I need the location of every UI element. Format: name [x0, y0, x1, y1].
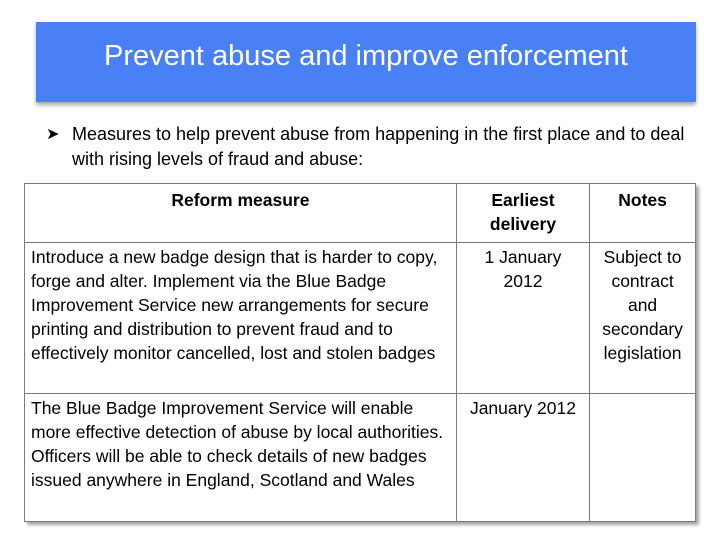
arrow-bullet-icon: ➤	[46, 126, 60, 143]
table-row	[25, 243, 696, 394]
cell-measure: The Blue Badge Improvement Service will enable more effective detection of abuse by local authorities. Officers will be able to check details of new badges issued anywhere in England, Scotland and Wales	[25, 394, 457, 522]
table-row	[25, 394, 696, 522]
cell-notes: Subject to contract and secondary legislation	[590, 243, 696, 394]
cell-earliest-delivery: January 2012	[456, 394, 589, 522]
cell-measure: Introduce a new badge design that is harder to copy, forge and alter. Implement via the Blue Badge Improvement Service new arrangements for secure printing and distribution to prevent fraud and to effectively monitor cancelled, lost and stolen badges	[25, 243, 457, 394]
page-title: Prevent abuse and improve enforcement	[104, 39, 628, 72]
bullet-point	[46, 122, 686, 172]
table-header-row	[25, 184, 696, 243]
header-earliest-delivery: Earliest delivery	[456, 184, 589, 243]
reform-measures-table	[24, 183, 696, 522]
cell-notes	[590, 394, 696, 522]
header-reform-measure: Reform measure	[25, 184, 457, 243]
cell-earliest-delivery: 1 January 2012	[456, 243, 589, 394]
bullet-text: Measures to help prevent abuse from happening in the first place and to deal with rising levels of fraud and abuse:	[72, 124, 685, 169]
header-notes: Notes	[590, 184, 696, 243]
title-banner	[36, 22, 696, 102]
